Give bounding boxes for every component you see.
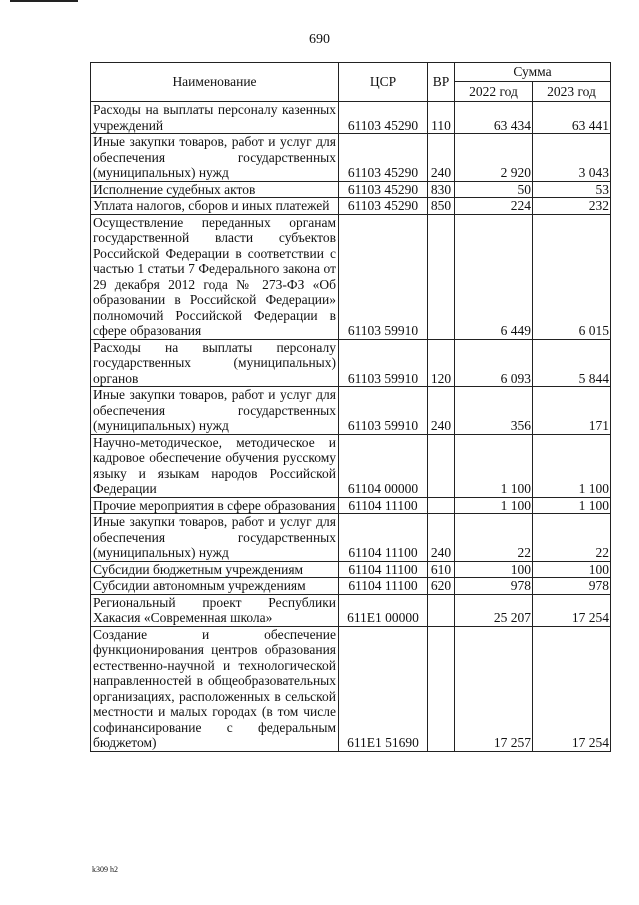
row-vr: 850 [428, 198, 455, 215]
header-csr: ЦСР [339, 63, 428, 102]
row-sum-2023: 53 [533, 181, 611, 198]
table-row [91, 594, 611, 626]
row-name: Региональный проект Республики Хакасия «Современная школа» [91, 594, 339, 626]
row-name: Иные закупки товаров, работ и услуг для обеспечения государственных (муниципальных) нужд [91, 134, 339, 182]
row-sum-2023: 6 015 [533, 214, 611, 339]
row-csr: 611E1 00000 [339, 594, 428, 626]
row-sum-2023: 17 254 [533, 594, 611, 626]
row-csr: 61103 45290 [339, 198, 428, 215]
row-sum-2022: 17 257 [455, 626, 533, 751]
row-name: Субсидии бюджетным учреждениям [91, 561, 339, 578]
row-csr: 61103 45290 [339, 134, 428, 182]
row-sum-2023: 22 [533, 514, 611, 562]
row-csr: 61103 45290 [339, 181, 428, 198]
row-sum-2023: 171 [533, 387, 611, 435]
row-sum-2023: 63 441 [533, 102, 611, 134]
row-sum-2022: 224 [455, 198, 533, 215]
row-name: Прочие мероприятия в сфере образования [91, 497, 339, 514]
row-vr: 240 [428, 514, 455, 562]
row-vr: 240 [428, 387, 455, 435]
header-vr: ВР [428, 63, 455, 102]
row-sum-2022: 63 434 [455, 102, 533, 134]
table-row [91, 102, 611, 134]
row-name: Уплата налогов, сборов и иных платежей [91, 198, 339, 215]
footer-code: k309 h2 [92, 865, 118, 874]
row-vr [428, 497, 455, 514]
row-vr [428, 626, 455, 751]
row-csr: 611E1 51690 [339, 626, 428, 751]
row-sum-2023: 5 844 [533, 339, 611, 387]
row-csr: 61103 45290 [339, 102, 428, 134]
table-row [91, 198, 611, 215]
row-sum-2022: 2 920 [455, 134, 533, 182]
row-csr: 61103 59910 [339, 387, 428, 435]
row-sum-2023: 100 [533, 561, 611, 578]
budget-table [90, 62, 611, 752]
row-sum-2022: 978 [455, 578, 533, 595]
table-row [91, 497, 611, 514]
table-row [91, 561, 611, 578]
row-sum-2022: 6 093 [455, 339, 533, 387]
row-name: Исполнение судебных актов [91, 181, 339, 198]
row-csr: 61104 11100 [339, 578, 428, 595]
row-sum-2023: 232 [533, 198, 611, 215]
header-2022: 2022 год [455, 82, 533, 102]
row-vr: 830 [428, 181, 455, 198]
table-row [91, 181, 611, 198]
header-sum: Сумма [455, 63, 611, 82]
row-name: Иные закупки товаров, работ и услуг для обеспечения государственных (муниципальных) нужд [91, 387, 339, 435]
row-name: Осуществление переданных органам государственной власти субъектов Российской Федерации в соответствии с частью 1 статьи 7 Федерального закона от 29 декабря 2012 года № 273-ФЗ «Об образовании в Российской Федерации» полномочий Российской Федерации в сфере образования [91, 214, 339, 339]
row-sum-2023: 17 254 [533, 626, 611, 751]
row-vr [428, 594, 455, 626]
row-name: Иные закупки товаров, работ и услуг для обеспечения государственных (муниципальных) нужд [91, 514, 339, 562]
row-vr [428, 214, 455, 339]
row-sum-2022: 1 100 [455, 434, 533, 497]
top-rule [10, 0, 78, 2]
table-row [91, 134, 611, 182]
header-2023: 2023 год [533, 82, 611, 102]
row-vr: 620 [428, 578, 455, 595]
row-name: Расходы на выплаты персоналу государственных (муниципальных) органов [91, 339, 339, 387]
row-name: Создание и обеспечение функционирования центров образования естественно-научной и технологической направленностей в общеобразовательных организациях, расположенных в сельской местности и малых городах (в том числе софинансирование с федеральным бюджетом) [91, 626, 339, 751]
row-vr: 610 [428, 561, 455, 578]
row-sum-2023: 1 100 [533, 434, 611, 497]
page-number: 690 [309, 32, 330, 47]
row-sum-2023: 978 [533, 578, 611, 595]
row-sum-2022: 6 449 [455, 214, 533, 339]
table-row [91, 578, 611, 595]
row-sum-2022: 25 207 [455, 594, 533, 626]
row-vr: 120 [428, 339, 455, 387]
row-sum-2022: 356 [455, 387, 533, 435]
row-sum-2022: 22 [455, 514, 533, 562]
row-sum-2022: 50 [455, 181, 533, 198]
row-name: Научно-методическое, методическое и кадровое обеспечение обучения русскому языку и языкам народов Российской Федерации [91, 434, 339, 497]
row-vr [428, 434, 455, 497]
row-vr: 110 [428, 102, 455, 134]
row-vr: 240 [428, 134, 455, 182]
row-csr: 61104 11100 [339, 497, 428, 514]
table-row [91, 214, 611, 339]
table-row [91, 434, 611, 497]
header-name: Наименование [91, 63, 339, 102]
row-csr: 61103 59910 [339, 214, 428, 339]
row-sum-2023: 3 043 [533, 134, 611, 182]
row-sum-2022: 1 100 [455, 497, 533, 514]
row-csr: 61103 59910 [339, 339, 428, 387]
row-name: Расходы на выплаты персоналу казенных учреждений [91, 102, 339, 134]
row-name: Субсидии автономным учреждениям [91, 578, 339, 595]
table-row [91, 514, 611, 562]
row-csr: 61104 11100 [339, 514, 428, 562]
table-row [91, 339, 611, 387]
row-csr: 61104 11100 [339, 561, 428, 578]
row-sum-2023: 1 100 [533, 497, 611, 514]
row-sum-2022: 100 [455, 561, 533, 578]
row-csr: 61104 00000 [339, 434, 428, 497]
table-row [91, 387, 611, 435]
table-row [91, 626, 611, 751]
